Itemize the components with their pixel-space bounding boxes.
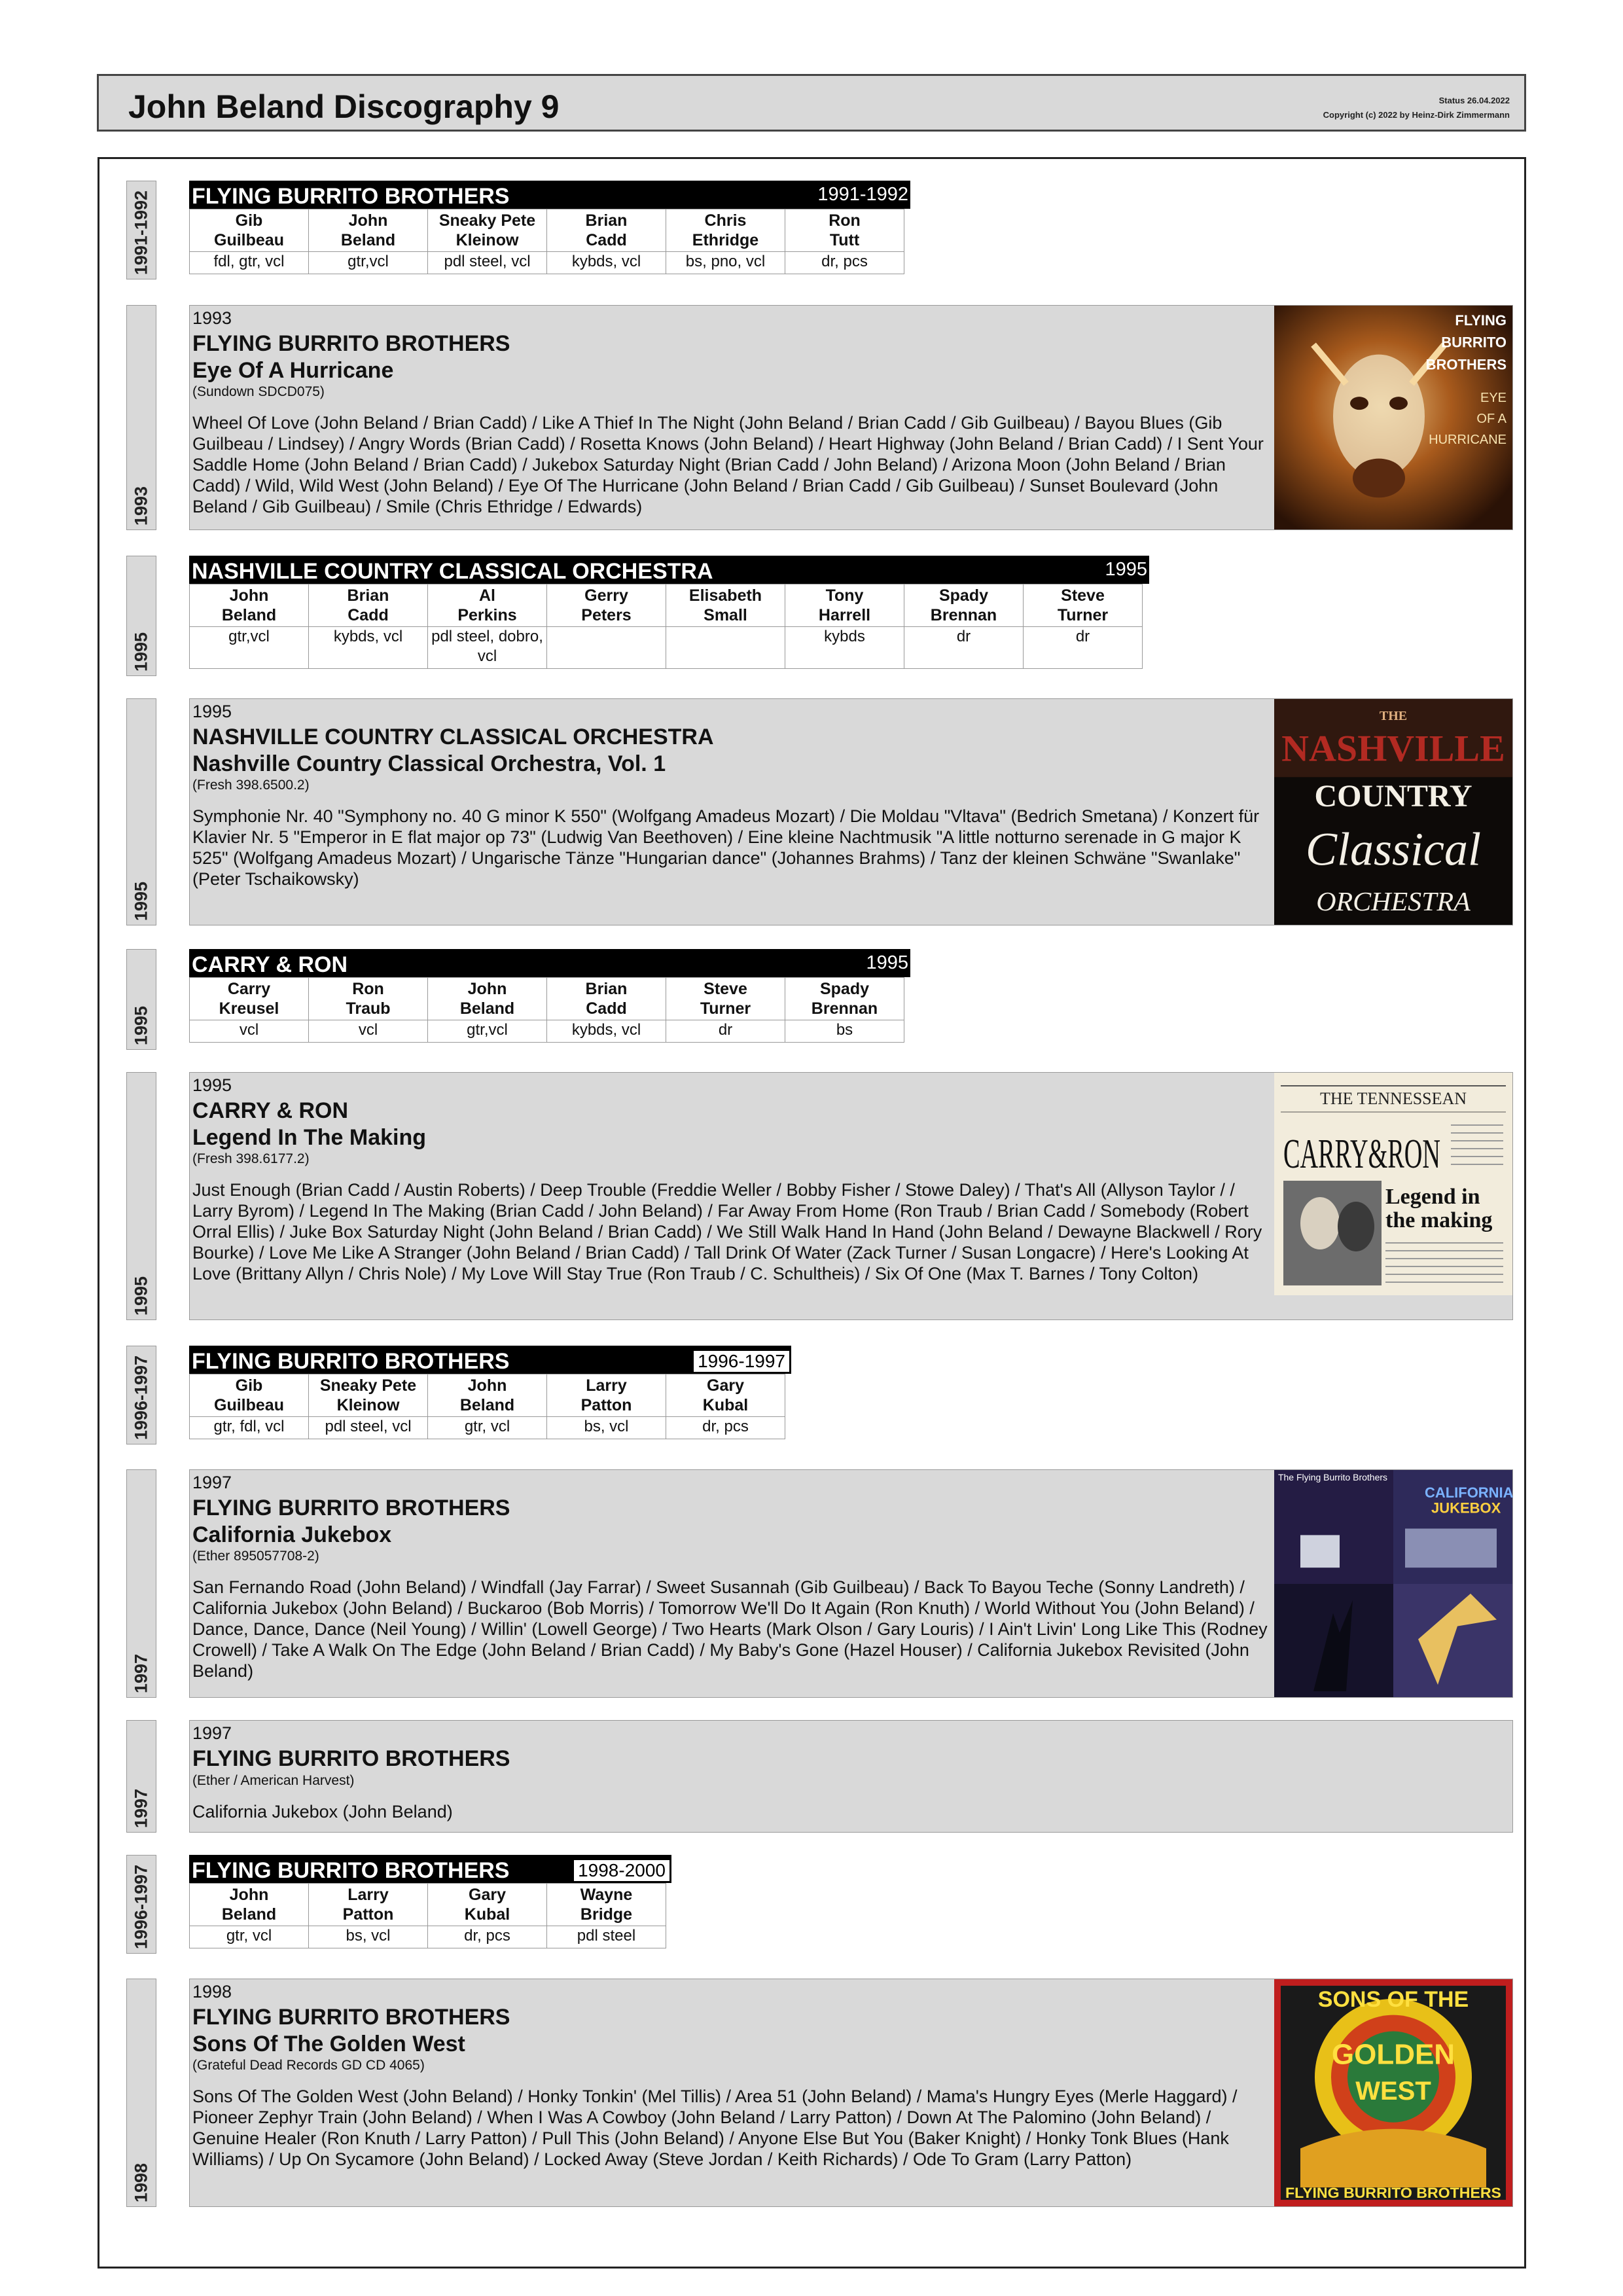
lineup-band: CARRY & RON: [192, 952, 348, 977]
cover-text: WEST: [1355, 2077, 1431, 2106]
album-text: [192, 1722, 1506, 1822]
member-instruments: dr: [1024, 627, 1143, 669]
member-instruments: gtr, vcl: [428, 1417, 547, 1439]
member-instruments: kybds, vcl: [547, 1020, 666, 1043]
member-name: Brian Cadd: [309, 584, 428, 627]
status-date: Status 26.04.2022: [1438, 96, 1510, 105]
lineup-members: [189, 1374, 785, 1439]
album-band: FLYING BURRITO BROTHERS: [192, 331, 510, 356]
album-label: (Ether / American Harvest): [192, 1773, 355, 1788]
album-entry: [189, 698, 1513, 925]
album-label: (Sundown SDCD075): [192, 384, 325, 399]
member-name: Steve Turner: [666, 978, 785, 1020]
member-instruments: fdl, gtr, vcl: [190, 252, 309, 274]
page-title: John Beland Discography 9: [128, 88, 560, 125]
year-strip: [126, 1346, 156, 1444]
lineup-header: [189, 949, 910, 977]
cover-text: CALIFORNIA: [1425, 1484, 1514, 1501]
album-label: (Fresh 398.6177.2): [192, 1151, 310, 1166]
member-instruments: gtr,vcl: [309, 252, 428, 274]
member-name: Spady Brennan: [785, 978, 904, 1020]
lineup-header: [189, 1855, 671, 1883]
album-cover: [1274, 699, 1512, 925]
album-band: FLYING BURRITO BROTHERS: [192, 2005, 510, 2030]
copyright: Copyright (c) 2022 by Heinz-Dirk Zimmermann: [1323, 110, 1510, 120]
year-strip: [126, 1855, 156, 1954]
member-instruments: dr: [666, 1020, 785, 1043]
member-name: John Beland: [190, 584, 309, 627]
album-year: 1998: [192, 1982, 232, 2001]
member-name: John Beland: [190, 1884, 309, 1926]
member-instruments: [666, 627, 785, 669]
album-band: FLYING BURRITO BROTHERS: [192, 1746, 510, 1771]
lineup-period: 1998-2000: [574, 1860, 669, 1881]
album-title: Eye Of A Hurricane: [192, 358, 394, 383]
member-instruments: dr, pcs: [785, 252, 904, 274]
cover-text: NASHVILLE: [1281, 726, 1505, 770]
album-cover: [1274, 1470, 1512, 1697]
cover-art: [1274, 306, 1512, 529]
lineup-table: [189, 556, 1149, 669]
album-entry: [189, 1979, 1513, 2207]
cover-text: COUNTRY: [1314, 779, 1472, 814]
lineup-members: [189, 977, 904, 1043]
lineup-band: FLYING BURRITO BROTHERS: [192, 184, 510, 209]
album-cover: [1274, 1979, 1512, 2206]
member-name: Sneaky Pete Kleinow: [428, 209, 547, 252]
member-instruments: pdl steel, vcl: [309, 1417, 428, 1439]
album-title: California Jukebox: [192, 1522, 392, 1547]
lineup-period: 1995: [866, 952, 908, 973]
member-name: Brian Cadd: [547, 978, 666, 1020]
member-instruments: pdl steel: [547, 1926, 666, 1948]
member-name: John Beland: [428, 978, 547, 1020]
member-name: Larry Patton: [547, 1374, 666, 1417]
year-label: 1997: [131, 1788, 151, 1828]
page-header: [97, 74, 1526, 132]
album-tracklist: California Jukebox (John Beland): [192, 1802, 453, 1821]
year-label: 1998: [131, 2162, 151, 2202]
cover-text: EYE: [1480, 391, 1507, 406]
lineup-header: [189, 1346, 791, 1374]
lineup-members: [189, 209, 904, 274]
year-label: 1995: [131, 881, 151, 921]
album-label: (Fresh 398.6500.2): [192, 778, 310, 793]
member-name: John Beland: [309, 209, 428, 252]
lineup-band: FLYING BURRITO BROTHERS: [192, 1349, 510, 1374]
member-name: Sneaky Pete Kleinow: [309, 1374, 428, 1417]
year-strip: [126, 1979, 156, 2207]
album-year: 1995: [192, 702, 232, 721]
member-instruments: pdl steel, dobro, vcl: [428, 627, 547, 669]
year-label: 1997: [131, 1653, 151, 1693]
member-name: Elisabeth Small: [666, 584, 785, 627]
album-band: NASHVILLE COUNTRY CLASSICAL ORCHESTRA: [192, 725, 714, 749]
member-name: Ron Traub: [309, 978, 428, 1020]
member-name: John Beland: [428, 1374, 547, 1417]
lineup-band: NASHVILLE COUNTRY CLASSICAL ORCHESTRA: [192, 559, 713, 584]
cover-art: [1274, 1979, 1512, 2206]
album-text: [192, 307, 1270, 517]
year-label: 1993: [131, 486, 151, 526]
album-title: Sons Of The Golden West: [192, 2032, 465, 2056]
year-strip: [126, 949, 156, 1050]
lineup-table: [189, 949, 910, 1043]
cover-text: BURRITO: [1441, 334, 1507, 351]
album-title: Nashville Country Classical Orchestra, Vol. 1: [192, 751, 666, 776]
member-instruments: kybds: [785, 627, 904, 669]
member-name: Larry Patton: [309, 1884, 428, 1926]
cover-text: THE: [1379, 708, 1408, 723]
album-cover: [1274, 1073, 1512, 1295]
year-strip: [126, 698, 156, 925]
album-cover: [1274, 306, 1512, 529]
album-text: [192, 1074, 1270, 1284]
cover-text: SONS OF THE: [1317, 1986, 1469, 2012]
cover-text: Legend in: [1385, 1185, 1480, 1209]
album-text: [192, 1981, 1270, 2170]
album-band: CARRY & RON: [192, 1098, 349, 1123]
member-instruments: gtr, vcl: [190, 1926, 309, 1948]
member-name: Gary Kubal: [666, 1374, 785, 1417]
album-entry: [189, 1720, 1513, 1833]
member-instruments: gtr,vcl: [428, 1020, 547, 1043]
cover-text: JUKEBOX: [1431, 1499, 1501, 1516]
lineup-band: FLYING BURRITO BROTHERS: [192, 1858, 510, 1883]
year-strip: [126, 556, 156, 676]
member-name: Gib Guilbeau: [190, 209, 309, 252]
member-instruments: bs: [785, 1020, 904, 1043]
album-entry: [189, 1469, 1513, 1698]
member-name: Gary Kubal: [428, 1884, 547, 1926]
member-name: Ron Tutt: [785, 209, 904, 252]
album-entry: [189, 1072, 1513, 1320]
lineup-members: [189, 1883, 666, 1948]
year-strip: [126, 1072, 156, 1320]
member-name: Steve Turner: [1024, 584, 1143, 627]
member-instruments: [547, 627, 666, 669]
lineup-period: 1996-1997: [694, 1351, 789, 1372]
member-name: Spady Brennan: [904, 584, 1024, 627]
album-tracklist: San Fernando Road (John Beland) / Windfall (Jay Farrar) / Sweet Susannah (Gib Guilbeau) / Back To Bayou Teche (Sonny Landreth) / California Jukebox (John Beland) / Buckaroo (Bob Morris) / Tomorrow We'll Do It Again (Ron Knuth) / World Without You (John Beland) / Dance, Dance, Dance (Neil Young) / Willin' (Lowell George) / Two Hearts (Mark Olson / Gary Louris) / I Ain't Livin' Long Like This (Rodney Crowell) / Take A Walk On The Edge (John Beland / Brian Cadd) / My Baby's Gone (Hazel Houser) / California Jukebox Revisited (John Beland): [192, 1577, 1268, 1681]
member-instruments: vcl: [190, 1020, 309, 1043]
cover-art: [1274, 1470, 1512, 1697]
lineup-period: 1995: [1105, 559, 1147, 580]
member-instruments: pdl steel, vcl: [428, 252, 547, 274]
member-instruments: dr, pcs: [428, 1926, 547, 1948]
cover-text: THE TENNESSEAN: [1319, 1089, 1467, 1108]
year-label: 1995: [131, 1276, 151, 1316]
album-year: 1995: [192, 1075, 232, 1095]
album-tracklist: Just Enough (Brian Cadd / Austin Roberts) / Deep Trouble (Freddie Weller / Bobby Fisher / Stowe Daley) / That's All (Allyson Taylor / / Larry Byrom) / Legend In The Making (Brian Cadd / John Beland) / Far Away From Home (Ron Traub / Brian Cadd / Somebody (Robert Orral Ellis) / Juke Box Saturday Night (John Beland / Brian Cadd) / We Still Walk Hand In Hand (John Beland / Dewayne Blackwell / Rory Bourke) / Love Me Like A Stranger (John Beland / Brian Cadd) / Tall Drink Of Water (Zack Turner / Susan Longacre) / Here's Looking At Love (Brittany Allyn / Chris Nole) / My Love Will Stay True (Ron Traub / C. Schultheis) / Six Of One (Max T. Barnes / Tony Colton): [192, 1180, 1262, 1283]
album-text: [192, 1471, 1270, 1681]
year-label: 1995: [131, 632, 151, 672]
member-instruments: dr: [904, 627, 1024, 669]
cover-art: [1274, 699, 1512, 925]
cover-text: Classical: [1306, 823, 1481, 876]
album-label: (Ether 895057708-2): [192, 1549, 319, 1564]
member-instruments: gtr,vcl: [190, 627, 309, 669]
lineup-period: 1991-1992: [817, 184, 908, 205]
cover-text: OF A: [1476, 412, 1507, 426]
album-year: 1993: [192, 308, 232, 328]
member-instruments: kybds, vcl: [309, 627, 428, 669]
lineup-table: [189, 181, 910, 274]
member-instruments: bs, vcl: [547, 1417, 666, 1439]
status-block: [1323, 94, 1510, 122]
cover-text: HURRICANE: [1429, 432, 1507, 447]
album-label: (Grateful Dead Records GD CD 4065): [192, 2058, 425, 2073]
lineup-table: [189, 1855, 671, 1948]
year-strip: [126, 1469, 156, 1698]
album-entry: [189, 305, 1513, 530]
member-name: Gib Guilbeau: [190, 1374, 309, 1417]
cover-art: [1274, 1073, 1512, 1295]
year-label: 1996-1997: [131, 1355, 151, 1440]
lineup-members: [189, 584, 1143, 669]
year-strip: [126, 181, 156, 279]
member-name: Wayne Bridge: [547, 1884, 666, 1926]
album-tracklist: Symphonie Nr. 40 "Symphony no. 40 G minor K 550" (Wolfgang Amadeus Mozart) / Die Moldau "Vltava" (Bedrich Smetana) / Konzert für Klavier Nr. 5 "Emperor in E flat major op 73" (Ludwig Van Beethoven) / Eine kleine Nachtmusik "A little notturno serenade in G major K 525" (Wolfgang Amadeus Mozart) / Ungarische Tänze "Hungarian dance" (Johannes Brahms) / Tanz der kleinen Schwäne "Swanlake" (Peter Tschaikowsky): [192, 806, 1260, 889]
member-instruments: bs, pno, vcl: [666, 252, 785, 274]
member-name: Brian Cadd: [547, 209, 666, 252]
year-strip: [126, 305, 156, 530]
cover-text: FLYING BURRITO BROTHERS: [1285, 2185, 1501, 2202]
cover-text: CARRY&RON: [1283, 1130, 1440, 1177]
album-title: Legend In The Making: [192, 1125, 427, 1150]
cover-text: GOLDEN: [1331, 2038, 1455, 2071]
year-label: 1991-1992: [131, 190, 151, 275]
year-strip: [126, 1720, 156, 1833]
album-year: 1997: [192, 1723, 232, 1743]
member-name: Tony Harrell: [785, 584, 904, 627]
year-label: 1996-1997: [131, 1864, 151, 1949]
year-label: 1995: [131, 1005, 151, 1045]
member-instruments: kybds, vcl: [547, 252, 666, 274]
member-instruments: vcl: [309, 1020, 428, 1043]
cover-text: FLYING: [1455, 312, 1507, 329]
member-instruments: gtr, fdl, vcl: [190, 1417, 309, 1439]
album-tracklist: Wheel Of Love (John Beland / Brian Cadd) / Like A Thief In The Night (John Beland / Brian Cadd / Gib Guilbeau) / Bayou Blues (Gib Guilbeau / Lindsey) / Angry Words (Brian Cadd) / Rosetta Knows (John Beland) / Heart Highway (John Beland / Brian Cadd) / I Sent Your Saddle Home (John Beland / Brian Cadd) / Jukebox Saturday Night (Brian Cadd / John Beland) / Arizona Moon (John Beland / Brian Cadd) / Wild, Wild West (John Beland) / Eye Of The Hurricane (John Beland / Brian Cadd / Gib Guilbeau) / Sunset Boulevard (John Beland / Gib Guilbeau) / Smile (Chris Ethridge / Edwards): [192, 413, 1264, 516]
cover-text: the making: [1385, 1208, 1493, 1232]
member-name: Chris Ethridge: [666, 209, 785, 252]
member-name: Gerry Peters: [547, 584, 666, 627]
member-name: Carry Kreusel: [190, 978, 309, 1020]
album-year: 1997: [192, 1473, 232, 1492]
member-name: Al Perkins: [428, 584, 547, 627]
album-band: FLYING BURRITO BROTHERS: [192, 1496, 510, 1520]
lineup-table: [189, 1346, 791, 1439]
cover-text: BROTHERS: [1425, 356, 1507, 373]
cover-text: The Flying Burrito Brothers: [1278, 1471, 1388, 1482]
album-text: [192, 700, 1270, 889]
lineup-header: [189, 181, 910, 209]
lineup-header: [189, 556, 1149, 584]
member-instruments: bs, vcl: [309, 1926, 428, 1948]
member-instruments: dr, pcs: [666, 1417, 785, 1439]
cover-text: ORCHESTRA: [1316, 887, 1471, 918]
album-tracklist: Sons Of The Golden West (John Beland) / Honky Tonkin' (Mel Tillis) / Area 51 (John Beland) / Mama's Hungry Eyes (Merle Haggard) / Pioneer Zephyr Train (John Beland) / When I Was A Cowboy (John Beland / Larry Patton) / Down At The Palomino (John Beland) / Genuine Healer (Ron Knuth / Larry Patton) / Pull This (John Beland) / Anyone Else But You (Baker Knight) / Honky Tonk Blues (Hank Williams) / Up On Sycamore (John Beland) / Locked Away (Steve Jordan / Keith Richards) / Ode To Gram (Larry Patton): [192, 2087, 1238, 2169]
